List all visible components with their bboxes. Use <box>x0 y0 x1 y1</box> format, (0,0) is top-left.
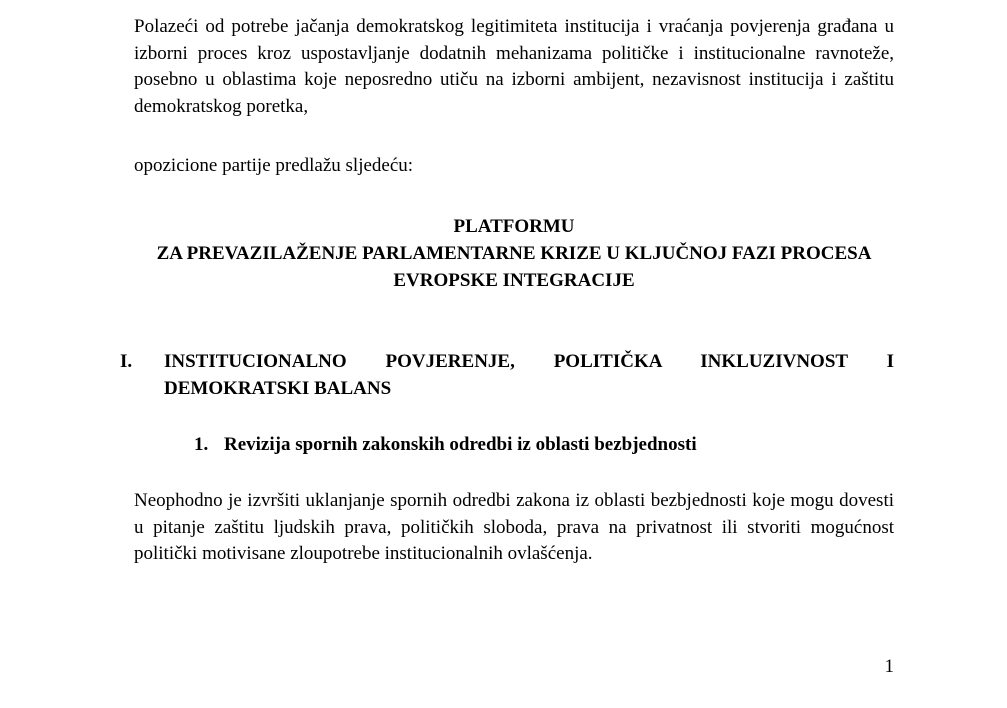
document-title-line2: ZA PREVAZILAŽENJE PARLAMENTARNE KRIZE U KLJUČNOJ FAZI PROCESA <box>156 243 872 264</box>
body-paragraph: Neophodno je izvršiti uklanjanje spornih odredbi zakona iz oblasti bezbjednosti koje mogu dovesti u pitanje zaštitu ljudskih prava, političkih sloboda, prava na privatnost ili stvoriti mogućnost politički motivisane zloupotrebe institucionalnih ovlašćenja. <box>134 490 894 564</box>
document-title <box>134 213 894 294</box>
section-title <box>164 348 894 402</box>
lead-sentence: opozicione partije predlažu sljedeću: <box>134 155 414 176</box>
subsection-heading <box>194 431 697 458</box>
page-number: 1 <box>884 656 894 677</box>
section-number: I. <box>120 351 133 372</box>
section-title-line2: DEMOKRATSKI BALANS <box>164 378 392 399</box>
document-title-line1: PLATFORMU <box>453 216 575 237</box>
document-title-line3: EVROPSKE INTEGRACIJE <box>393 270 635 291</box>
subsection-number: 1. <box>194 434 209 455</box>
intro-paragraph: Polazeći od potrebe jačanja demokratskog legitimiteta institucija i vraćanja povjerenja građana u izborni proces kroz uspostavljanje dodatnih mehanizama političke i institucionalne ravnoteže, posebno u oblastima koje neposredno utiču na izborni ambijent, nezavisnost institucija i zaštitu demokratskog poretka, <box>134 16 894 117</box>
section-title-line1: INSTITUCIONALNO POVJERENJE, POLITIČKA INKLUZIVNOST I <box>164 351 894 372</box>
subsection-title: Revizija spornih zakonskih odredbi iz oblasti bezbjednosti <box>224 434 697 455</box>
